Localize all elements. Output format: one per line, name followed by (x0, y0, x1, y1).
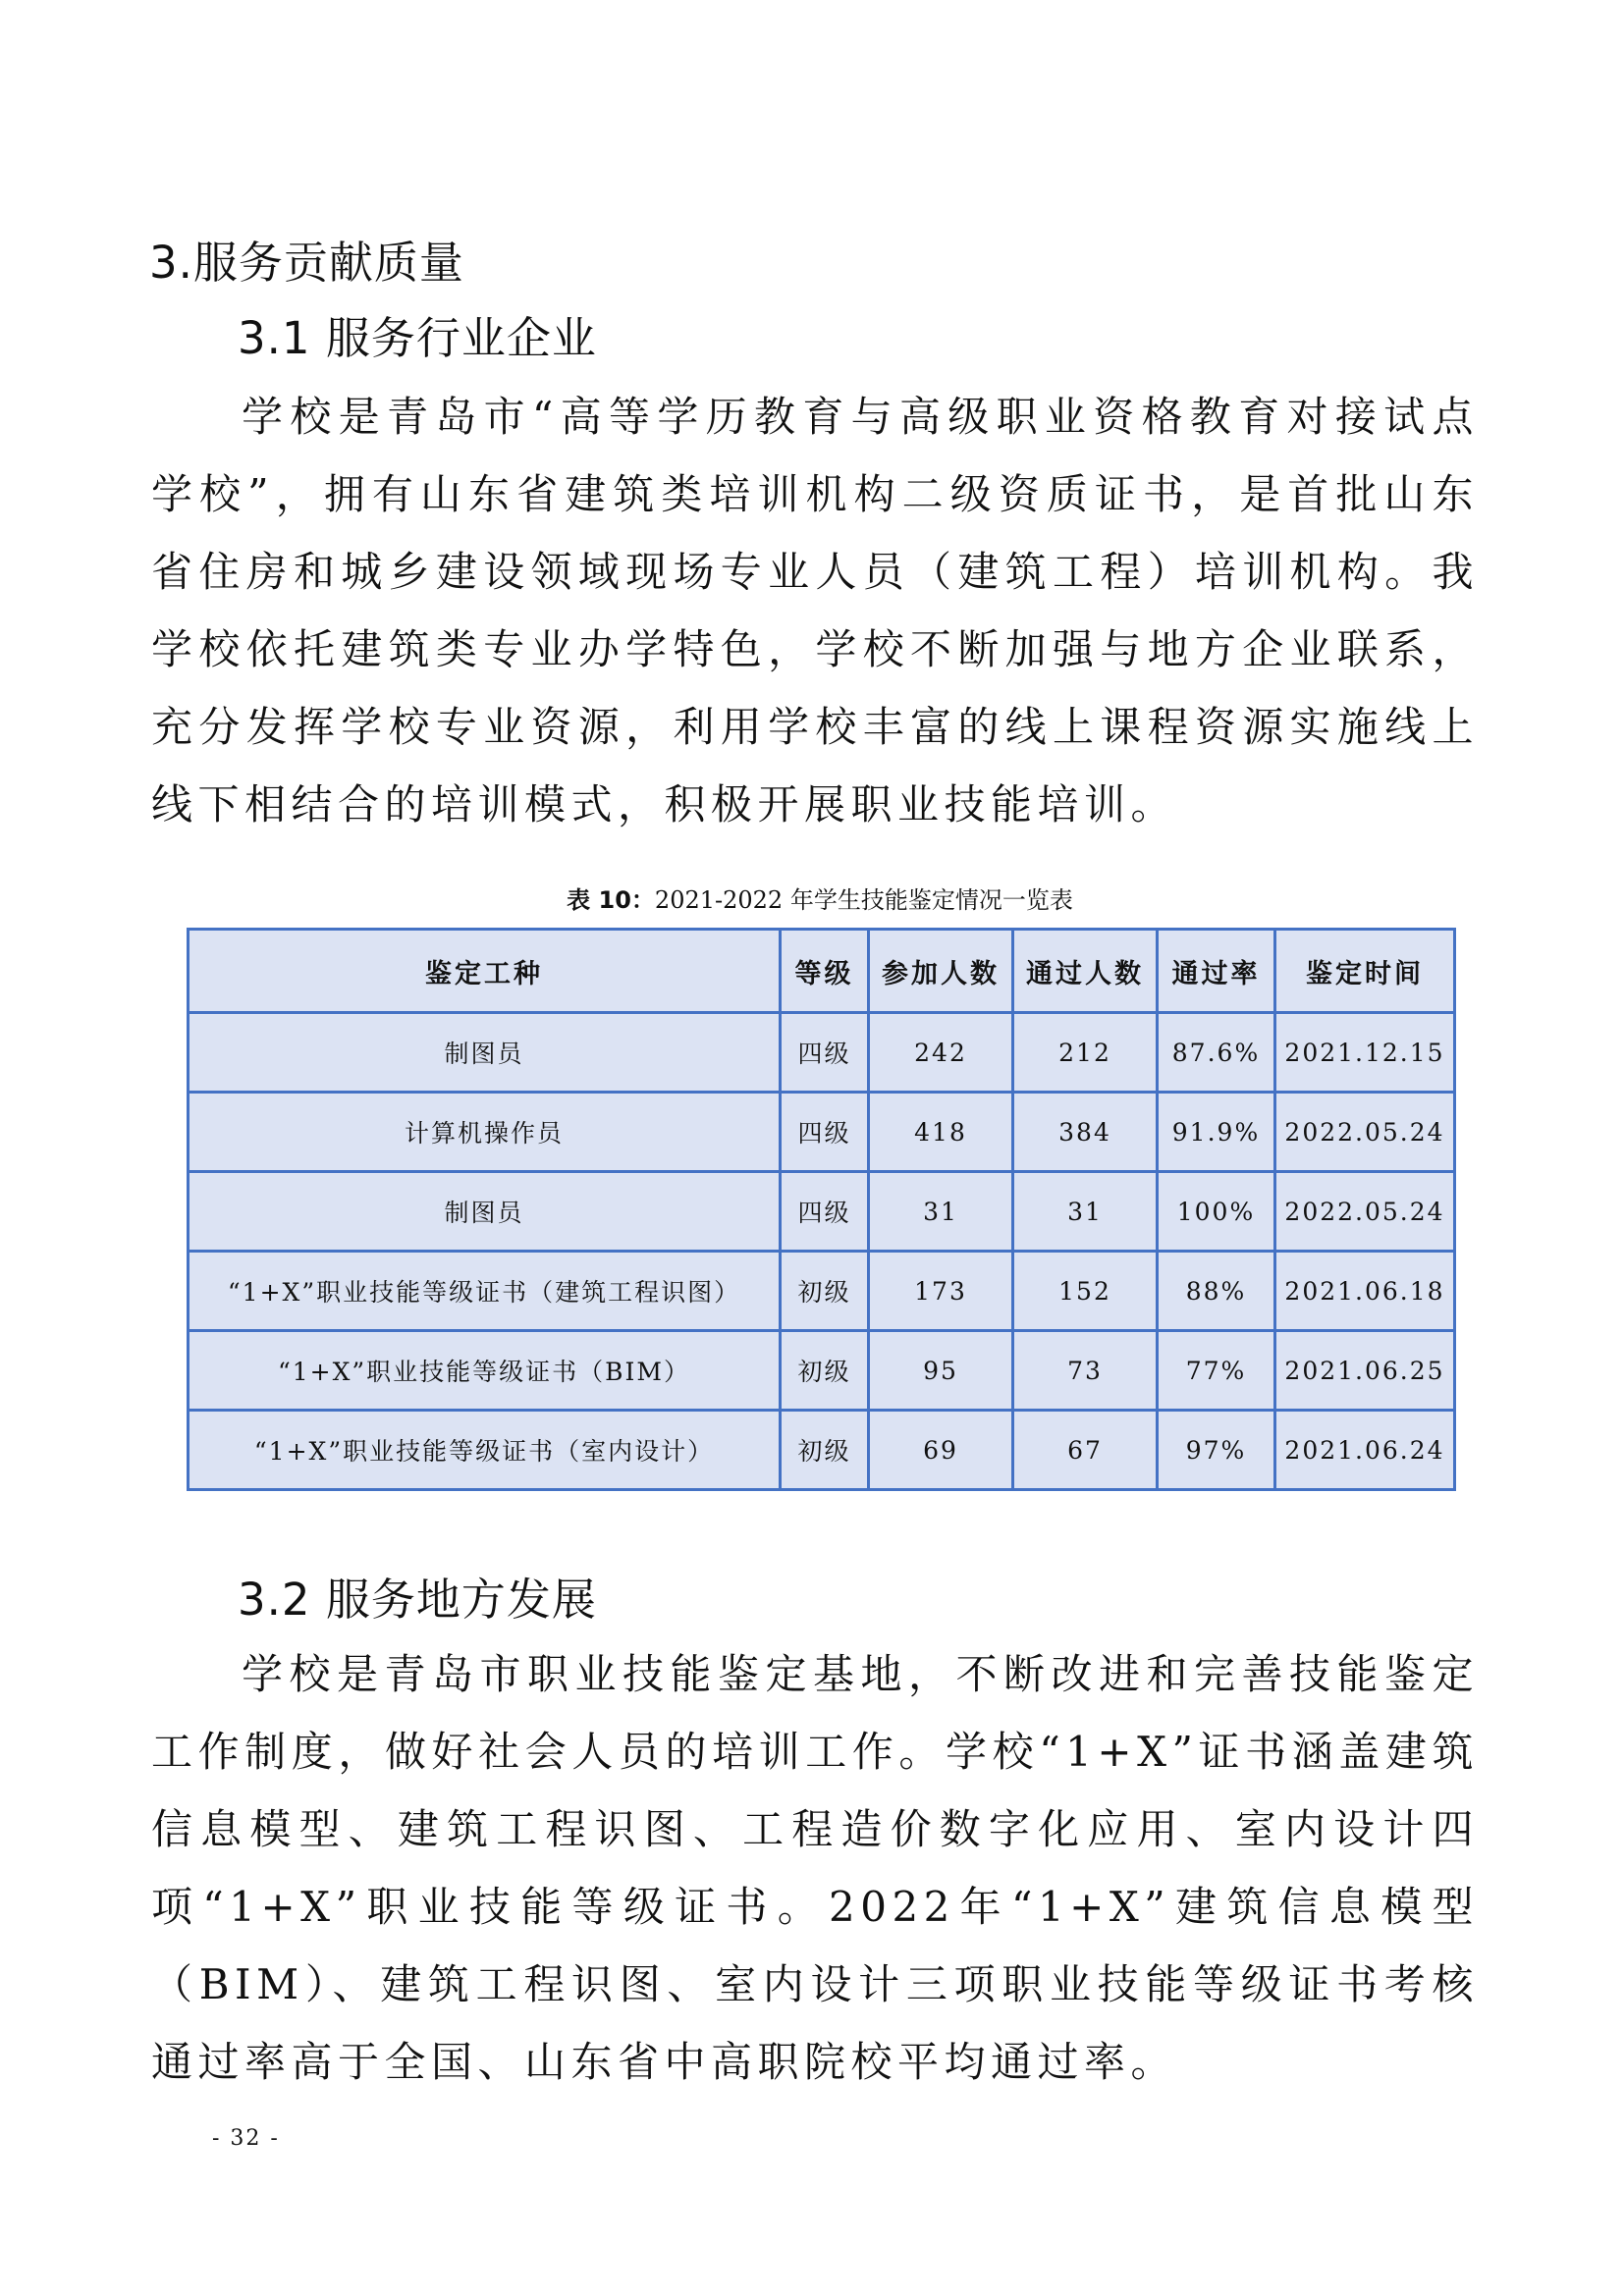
cell-pass-rate: 97% (1158, 1411, 1275, 1490)
cell-participants: 31 (869, 1172, 1013, 1252)
cell-job-type: 制图员 (189, 1172, 781, 1252)
cell-passed: 31 (1013, 1172, 1158, 1252)
cell-job-type: “1+X”职业技能等级证书（BIM） (189, 1331, 781, 1411)
cell-participants: 95 (869, 1331, 1013, 1411)
header-pass-rate: 通过率 (1158, 930, 1275, 1013)
cell-job-type: 计算机操作员 (189, 1093, 781, 1172)
cell-job-type: “1+X”职业技能等级证书（建筑工程识图） (189, 1252, 781, 1331)
section-heading-3: 3.服务贡献质量 (149, 237, 464, 289)
cell-pass-rate: 88% (1158, 1252, 1275, 1331)
cell-level: 四级 (781, 1013, 869, 1093)
cell-pass-rate: 91.9% (1158, 1093, 1275, 1172)
cell-pass-rate: 77% (1158, 1331, 1275, 1411)
cell-level: 初级 (781, 1252, 869, 1331)
cell-date: 2021.06.18 (1275, 1252, 1455, 1331)
cell-level: 四级 (781, 1093, 869, 1172)
header-passed: 通过人数 (1013, 930, 1158, 1013)
cell-date: 2021.12.15 (1275, 1013, 1455, 1093)
cell-passed: 212 (1013, 1013, 1158, 1093)
cell-participants: 242 (869, 1013, 1013, 1093)
table-row (189, 1093, 1455, 1172)
page-number: - 32 - (212, 2126, 280, 2151)
paragraph-local-development: 学校是青岛市职业技能鉴定基地，不断改进和完善技能鉴定工作制度，做好社会人员的培训工作。学校“1+X”证书涵盖建筑信息模型、建筑工程识图、工程造价数字化应用、室内设计四项“1+X”职业技能等级证书。2022年“1+X”建筑信息模型（BIM）、建筑工程识图、室内设计三项职业技能等级证书考核通过率高于全国、山东省中高职院校平均通过率。 (151, 1650, 1479, 2086)
cell-level: 四级 (781, 1172, 869, 1252)
cell-level: 初级 (781, 1331, 869, 1411)
cell-date: 2022.05.24 (1275, 1093, 1455, 1172)
cell-passed: 67 (1013, 1411, 1158, 1490)
table-caption-text: 2021-2022 年学生技能鉴定情况一览表 (654, 886, 1073, 914)
cell-passed: 73 (1013, 1331, 1158, 1411)
cell-date: 2021.06.25 (1275, 1331, 1455, 1411)
cell-pass-rate: 87.6% (1158, 1013, 1275, 1093)
cell-level: 初级 (781, 1411, 869, 1490)
table-header-row (189, 930, 1455, 1013)
cell-participants: 173 (869, 1252, 1013, 1331)
header-level: 等级 (781, 930, 869, 1013)
header-date: 鉴定时间 (1275, 930, 1455, 1013)
cell-date: 2022.05.24 (1275, 1172, 1455, 1252)
section-heading-3-1: 3.1 服务行业企业 (238, 312, 597, 364)
table-row (189, 1013, 1455, 1093)
paragraph-service-industry: 学校是青岛市“高等学历教育与高级职业资格教育对接试点学校”，拥有山东省建筑类培训机构二级资质证书，是首批山东省住房和城乡建设领域现场专业人员（建筑工程）培训机构。我学校依托建筑类专业办学特色，学校不断加强与地方企业联系，充分发挥学校专业资源，利用学校丰富的线上课程资源实施线上线下相结合的培训模式，积极开展职业技能培训。 (151, 393, 1479, 828)
table-row (189, 1252, 1455, 1331)
table-row (189, 1172, 1455, 1252)
cell-pass-rate: 100% (1158, 1172, 1275, 1252)
cell-passed: 152 (1013, 1252, 1158, 1331)
cell-job-type: “1+X”职业技能等级证书（室内设计） (189, 1411, 781, 1490)
skills-assessment-table (187, 928, 1456, 1491)
cell-job-type: 制图员 (189, 1013, 781, 1093)
header-job-type: 鉴定工种 (189, 930, 781, 1013)
header-participants: 参加人数 (869, 930, 1013, 1013)
cell-participants: 418 (869, 1093, 1013, 1172)
table-caption (187, 883, 1453, 917)
table-row (189, 1331, 1455, 1411)
cell-date: 2021.06.24 (1275, 1411, 1455, 1490)
table-caption-label: 表 10： (567, 886, 655, 914)
table-row (189, 1411, 1455, 1490)
section-heading-3-2: 3.2 服务地方发展 (238, 1574, 597, 1626)
cell-passed: 384 (1013, 1093, 1158, 1172)
cell-participants: 69 (869, 1411, 1013, 1490)
